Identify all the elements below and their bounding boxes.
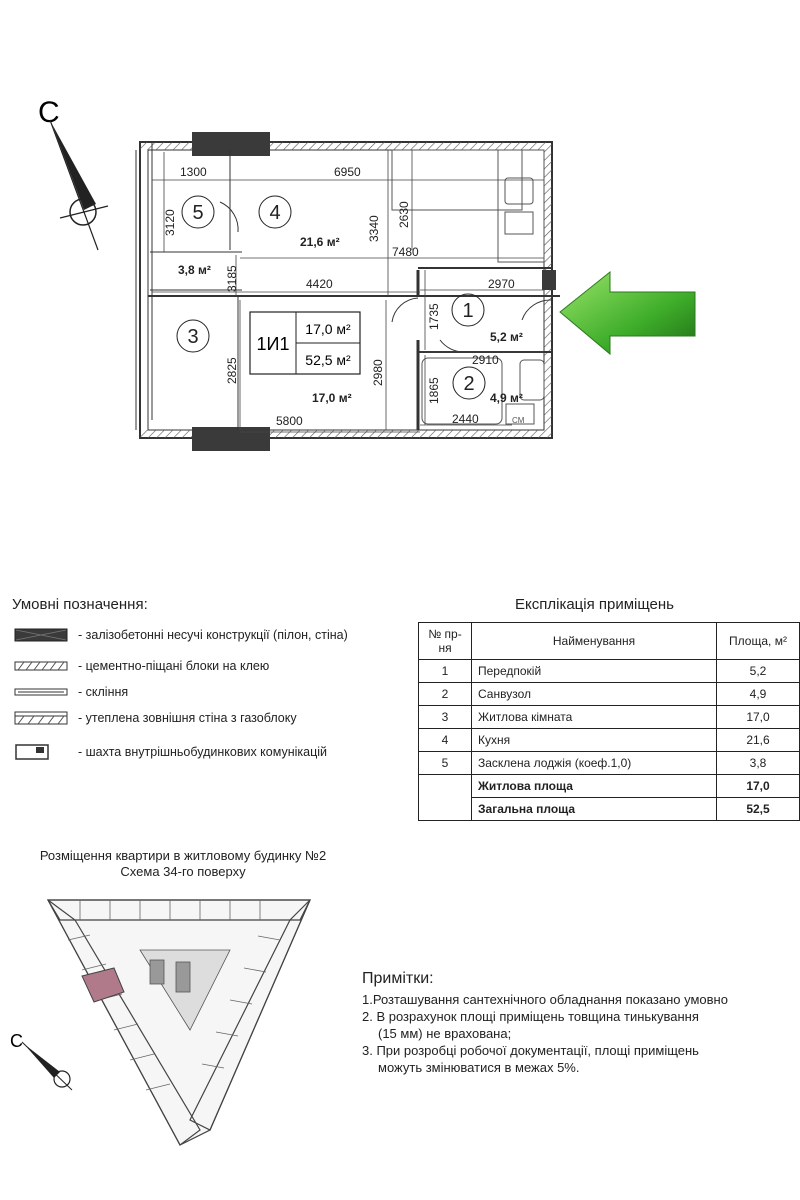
badge-type: 1И1 [256,334,290,354]
room-number-1: 1 [462,300,474,322]
room-area-5: 3,8 м² [178,263,211,277]
table-total-row [419,798,800,821]
cell-name: Кухня [472,729,717,752]
cell-empty [419,775,472,821]
badge-living: 17,0 м² [305,321,351,337]
note-line-2: 2. В розрахунок площі приміщень товщина тинькування [362,1009,699,1024]
cell-num: 2 [419,683,472,706]
building-outline [48,900,310,1145]
building-scheme [0,880,360,1150]
legend-item-glazing [14,682,128,702]
cell-living-area: 17,0 [717,775,800,798]
scheme-caption-line1: Розміщення квартири в житловому будинку №2 [39,848,327,863]
pylon-right [542,270,556,290]
notes-title: Примітки: [362,970,434,987]
cell-area: 5,2 [717,660,800,683]
scheme-caption-line2: Схема 34-го поверху [120,864,246,879]
scheme-compass [10,1031,72,1090]
explication-title: Експлікація приміщень [515,596,674,613]
note-line-1: 1.Розташування сантехнічного обладнання показано умовно [362,992,728,1007]
legend-text-blocks: - цементно-піщані блоки на клею [78,659,270,673]
room-number-4: 4 [269,202,281,224]
note-line-5: можуть змінюватися в межах 5%. [378,1060,580,1075]
table-row [419,683,800,706]
dim-2630: 2630 [397,201,411,228]
note-line-3: (15 мм) не врахована; [378,1026,512,1041]
legend-text-concrete: - залізобетонні несучі конструкції (пілон, стіна) [78,628,348,642]
dimension-lines [152,150,544,432]
dim-1300: 1300 [180,165,207,179]
table-row [419,752,800,775]
cell-area: 4,9 [717,683,800,706]
compass [38,96,108,250]
cell-num: 4 [419,729,472,752]
dim-2825: 2825 [225,357,239,384]
room-area-4: 21,6 м² [300,235,340,249]
legend-item-shaft [14,742,327,762]
cell-name: Житлова кімната [472,706,717,729]
dim-2970: 2970 [488,277,515,291]
legend-text-shaft: - шахта внутрішньобудинкових комунікацій [78,745,328,759]
legend-item-insulated-wall [14,708,297,728]
cell-name: Санвузол [472,683,717,706]
header-area: Площа, м² [717,623,800,660]
cell-area: 17,0 [717,706,800,729]
dim-1735: 1735 [427,303,441,330]
scheme-caption [18,848,348,880]
shaft-swatch-icon [14,743,68,761]
dim-3340: 3340 [367,215,381,242]
room-area-3: 17,0 м² [312,391,352,405]
concrete-swatch-icon [14,628,68,642]
badge-total: 52,5 м² [305,352,351,368]
insulated-wall-swatch-icon [14,711,68,725]
header-name: Найменування [472,623,717,660]
dim-1865: 1865 [427,377,441,404]
room-number-2: 2 [463,373,475,395]
dim-4420: 4420 [306,277,333,291]
cell-name: Засклена лоджія (коеф.1,0) [472,752,717,775]
glazing-swatch-icon [14,685,68,699]
room-number-5: 5 [192,202,204,224]
legend-text-insulated-wall: - утеплена зовнішня стіна з газоблоку [78,711,297,725]
room-number-3: 3 [187,326,199,348]
pylon-top [192,132,270,156]
cm-label: СМ [512,416,525,425]
compass-letter: С [38,96,60,129]
dim-3120: 3120 [163,209,177,236]
cell-living-label: Житлова площа [472,775,717,798]
legend-title: Умовні позначення: [12,596,148,613]
blocks-swatch-icon [14,659,68,673]
note-line-4: 3. При розробці робочої документації, площі приміщень [362,1043,699,1058]
cell-num: 1 [419,660,472,683]
header-num: № пр-ня [419,623,472,660]
dim-2980: 2980 [371,359,385,386]
cell-area: 21,6 [717,729,800,752]
explication-table [418,622,800,821]
table-row [419,729,800,752]
table-row [419,660,800,683]
dim-5800: 5800 [276,414,303,428]
apartment-badge [250,312,360,374]
left-glazing [136,150,152,430]
dim-6950: 6950 [334,165,361,179]
cell-num: 5 [419,752,472,775]
cell-name: Передпокій [472,660,717,683]
cell-total-label: Загальна площа [472,798,717,821]
entrance-arrow [560,272,695,354]
legend-item-concrete [14,625,348,645]
dim-2440: 2440 [452,412,479,426]
cell-num: 3 [419,706,472,729]
cell-area: 3,8 [717,752,800,775]
table-row [419,706,800,729]
dim-7480: 7480 [392,245,419,259]
room-area-2: 4,9 м² [490,391,523,405]
notes [362,970,800,1076]
table-header-row [419,623,800,660]
legend-text-glazing: - скління [78,685,129,699]
pylon-bottom [192,427,270,451]
scheme-compass-letter: С [10,1031,23,1051]
dim-3185: 3185 [225,265,239,292]
cell-total-area: 52,5 [717,798,800,821]
table-total-row [419,775,800,798]
room-area-1: 5,2 м² [490,330,523,344]
floor-plan [0,0,800,470]
legend-item-blocks [14,656,269,676]
dim-2910: 2910 [472,353,499,367]
